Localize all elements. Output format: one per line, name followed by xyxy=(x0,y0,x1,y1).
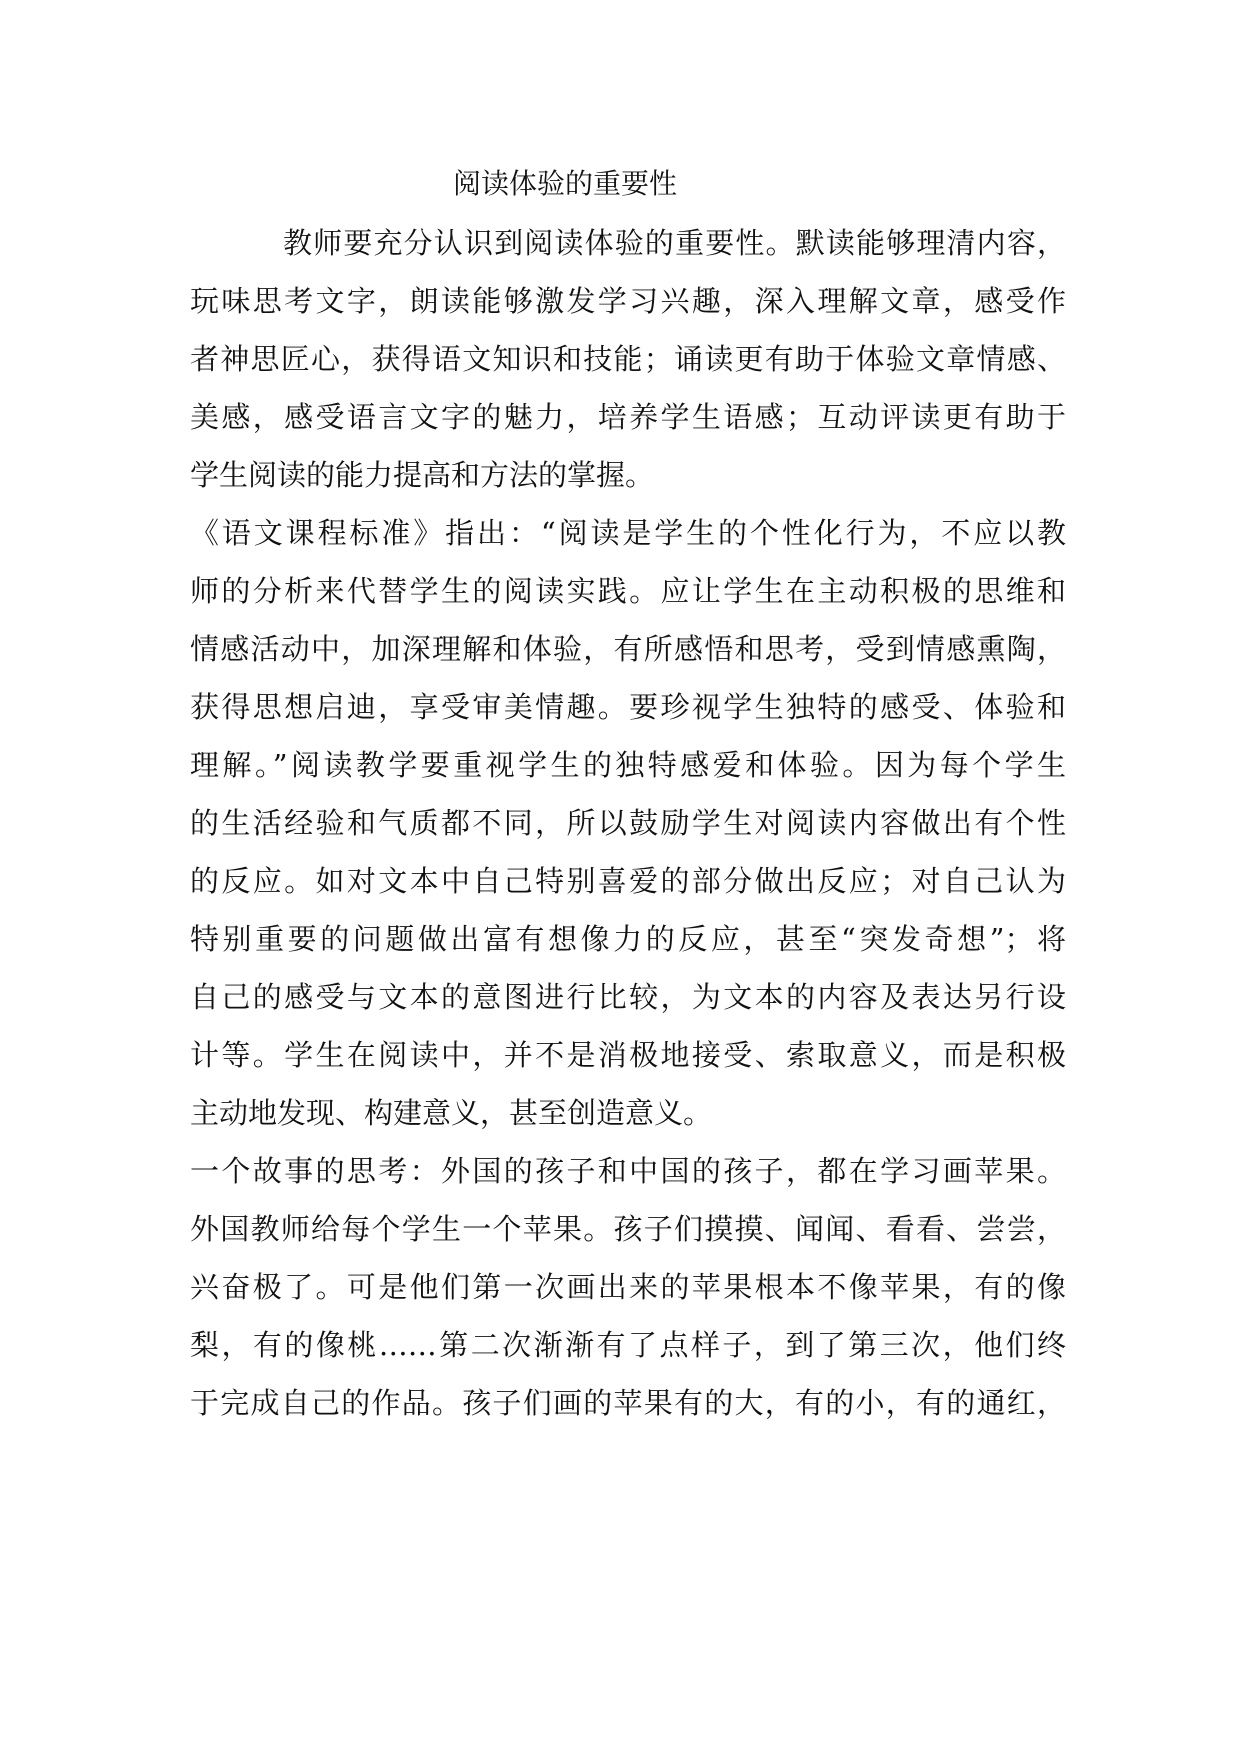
document-title: 阅读体验的重要性 xyxy=(453,167,678,200)
paragraph-line: 理解。”阅读教学要重视学生的独特感爱和体验。因为每个学生 xyxy=(190,748,1066,782)
paragraph-line: 特别重要的问题做出富有想像力的反应，甚至“突发奇想”；将 xyxy=(190,922,1066,956)
paragraph-line: 玩味思考文字，朗读能够激发学习兴趣，深入理解文章，感受作 xyxy=(190,284,1066,318)
paragraph-line: 教师要充分认识到阅读体验的重要性。默读能够理清内容， xyxy=(283,226,1066,260)
paragraph-line: 于完成自己的作品。孩子们画的苹果有的大，有的小，有的通红， xyxy=(190,1386,1066,1420)
paragraph-line: 外国教师给每个学生一个苹果。孩子们摸摸、闻闻、看看、尝尝， xyxy=(190,1212,1066,1246)
paragraph-line: 自己的感受与文本的意图进行比较，为文本的内容及表达另行设 xyxy=(190,980,1066,1014)
paragraph-line: 一个故事的思考：外国的孩子和中国的孩子，都在学习画苹果。 xyxy=(190,1154,1066,1188)
paragraph-line: 的反应。如对文本中自己特别喜爱的部分做出反应；对自己认为 xyxy=(190,864,1066,898)
paragraph-line: 学生阅读的能力提高和方法的掌握。 xyxy=(190,458,655,492)
paragraph-line: 梨，有的像桃……第二次渐渐有了点样子，到了第三次，他们终 xyxy=(190,1328,1066,1362)
paragraph-line: 获得思想启迪，享受审美情趣。要珍视学生独特的感受、体验和 xyxy=(190,690,1066,724)
paragraph-line: 情感活动中，加深理解和体验，有所感悟和思考，受到情感熏陶， xyxy=(190,632,1066,666)
paragraph-line: 主动地发现、构建意义，甚至创造意义。 xyxy=(190,1096,713,1130)
paragraph-line: 兴奋极了。可是他们第一次画出来的苹果根本不像苹果，有的像 xyxy=(190,1270,1066,1304)
paragraph-line: 的生活经验和气质都不同，所以鼓励学生对阅读内容做出有个性 xyxy=(190,806,1066,840)
paragraph-line: 《语文课程标准》指出：“阅读是学生的个性化行为，不应以教 xyxy=(190,516,1066,550)
paragraph-line: 计等。学生在阅读中，并不是消极地接受、索取意义，而是积极 xyxy=(190,1038,1066,1072)
paragraph-line: 美感，感受语言文字的魅力，培养学生语感；互动评读更有助于 xyxy=(190,400,1066,434)
paragraph-line: 者神思匠心，获得语文知识和技能；诵读更有助于体验文章情感、 xyxy=(190,342,1066,376)
paragraph-line: 师的分析来代替学生的阅读实践。应让学生在主动积极的思维和 xyxy=(190,574,1066,608)
